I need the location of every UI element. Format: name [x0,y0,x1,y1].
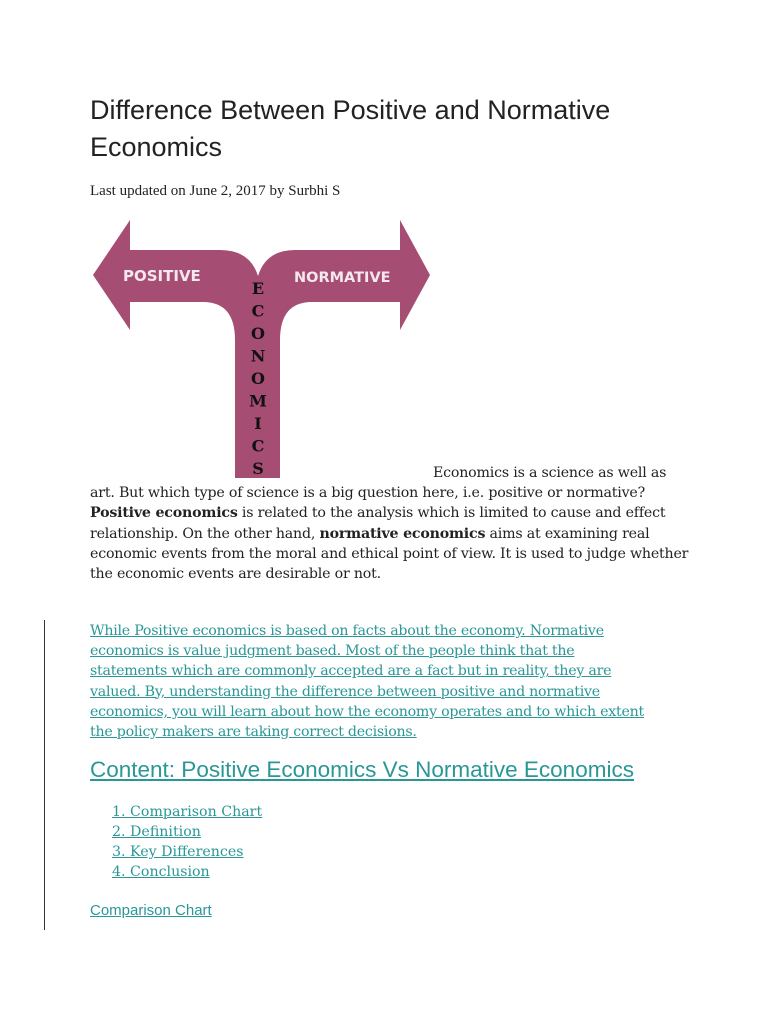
toc-item-key-differences[interactable]: 3. Key Differences [112,844,244,860]
byline: Last updated on June 2, 2017 by Surbhi S [90,183,341,199]
contents-heading[interactable]: Content: Positive Economics Vs Normative Economics [90,757,634,782]
economics-letter: M [249,391,267,411]
positive-normative-diagram [80,210,440,482]
economics-letter: C [251,301,265,321]
page-title: Difference Between Positive and Normative Economics [90,95,611,162]
normative-label: NORMATIVE [294,270,391,286]
summary-link-paragraph[interactable]: While Positive economics is based on facts about the economy. Normative economics is value judgment based. Most of the people think that the statements which are commonly accepted are a fact but in reality, they are valued. By, understanding the difference between positive and normative economics, you will learn about how the economy operates and to which extent the policy makers are taking correct decisions. [90,623,644,741]
intro-text: aims at examining real economic events from the moral and ethical point of view. It is used to judge whether the economic events are desirable or not. [90,525,689,583]
economics-letter: E [251,279,265,298]
toc-item-conclusion[interactable]: 4. Conclusion [112,864,210,880]
normative-economics-term: normative economics [319,525,486,542]
economics-letter: O [251,369,265,388]
intro-paragraph [90,463,690,584]
economics-letter: N [250,346,266,366]
toc-item-comparison-chart[interactable]: 1. Comparison Chart [112,804,263,820]
comparison-chart-link[interactable]: Comparison Chart [90,902,212,919]
positive-economics-term: Positive economics [90,505,238,522]
economics-letter: I [254,414,262,433]
toc-item-definition[interactable]: 2. Definition [112,824,201,840]
economics-letter: O [251,324,265,343]
intro-text: Economics is a science as well as art. But which type of science is a big question here, i.e. positive or normative? [90,465,667,502]
positive-label: POSITIVE [123,267,201,285]
margin-line [44,620,45,930]
table-of-contents [112,802,262,882]
economics-letter: S [252,459,264,478]
economics-letter: C [251,436,265,456]
intro-text: is related to the analysis which is limited to cause and effect relationship. On the other hand, [90,505,666,542]
